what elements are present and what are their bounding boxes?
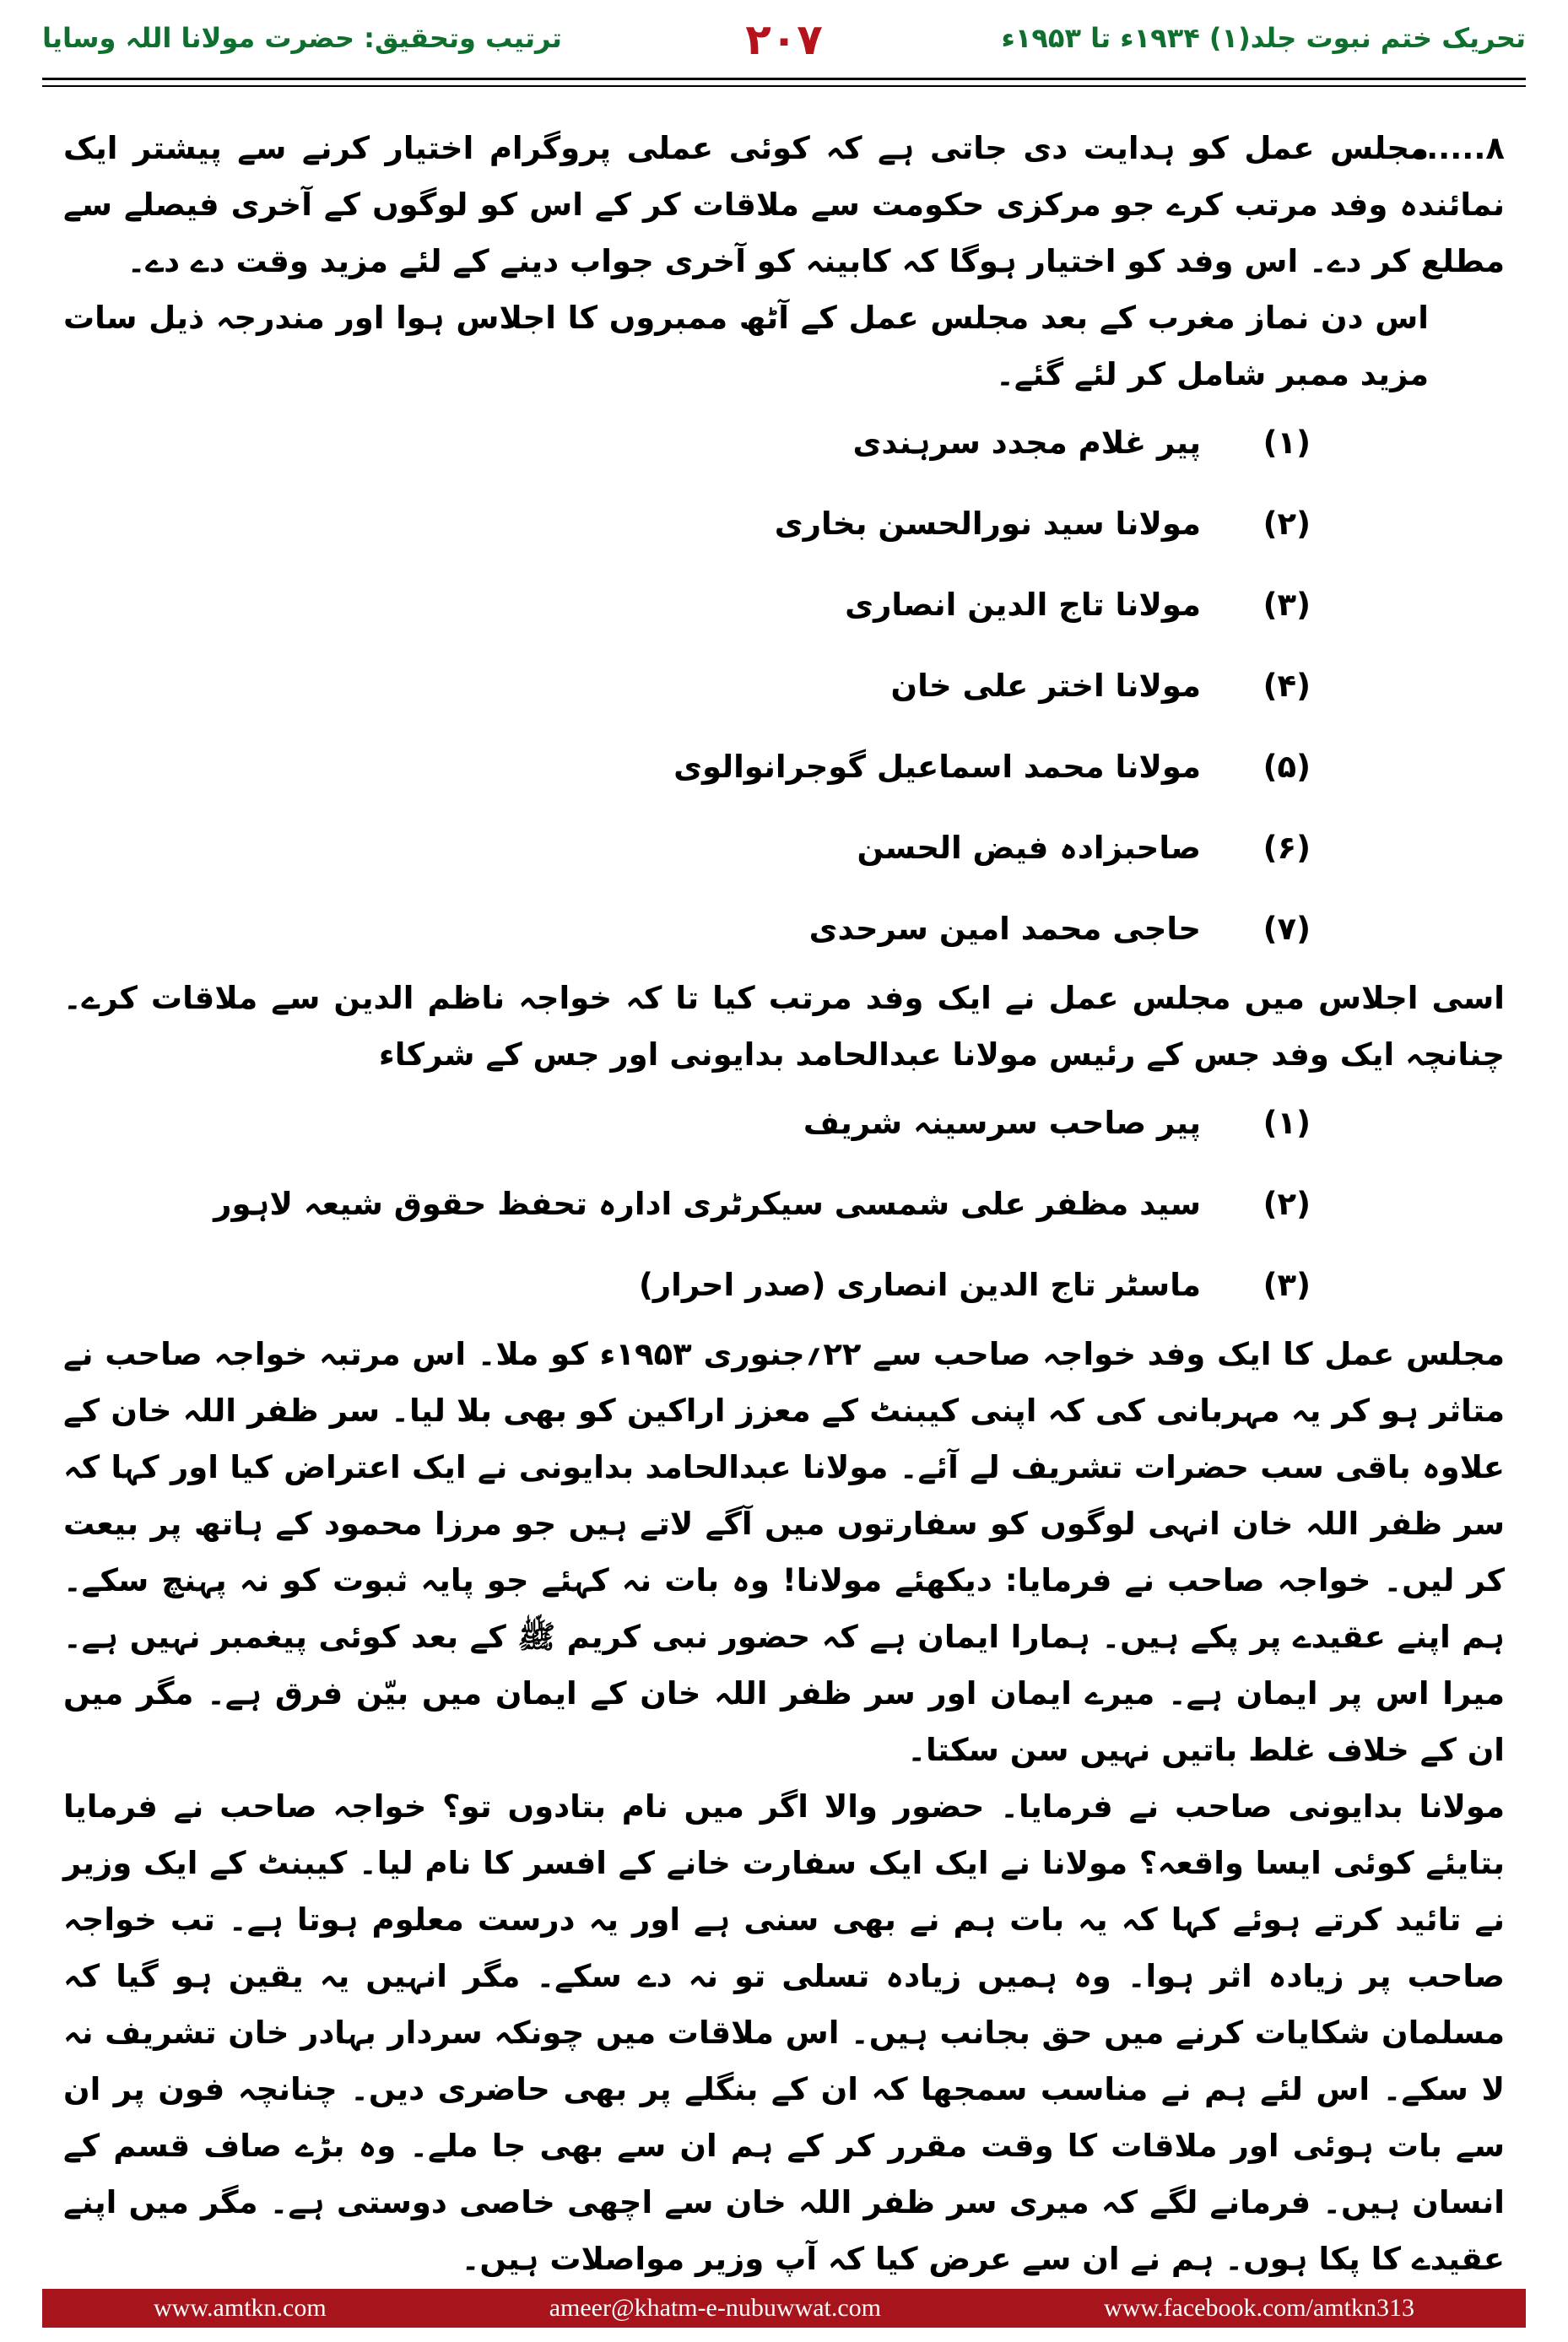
member-name: پیر غلام مجدد سرہندی bbox=[852, 425, 1201, 461]
list-item bbox=[63, 403, 1311, 484]
header-divider bbox=[42, 78, 1526, 87]
delegate-name: ماسٹر تاج الدین انصاری (صدر احرار) bbox=[638, 1267, 1201, 1303]
list-number: (۶) bbox=[1263, 830, 1311, 866]
paragraph-meeting: مجلس عمل کا ایک وفد خواجہ صاحب سے ۲۲؍جنوری ۱۹۵۳ء کو ملا۔ اس مرتبہ خواجہ صاحب نے متاثر ہو کر یہ مہربانی کی کہ اپنی کیبنٹ کے معزز اراکین کو بھی بلا لیا۔ سر ظفر اللہ خان کے علاوہ باقی سب حضرات تشریف لے آئے۔ مولانا عبدالحامد بدایونی نے ایک اعتراض کیا اور کہا کہ سر ظفر اللہ خان انہی لوگوں کو سفارتوں میں آگے لاتے ہیں جو مرزا محمود کے ہاتھ پر بیعت کر لیں۔ خواجہ صاحب نے فرمایا: دیکھئے مولانا! وہ بات نہ کہئے جو پایہ ثبوت کو نہ پہنچ سکے۔ ہم اپنے عقیدے پر پکے ہیں۔ ہمارا ایمان ہے کہ حضور نبی کریم ﷺ کے بعد کوئی پیغمبر نہیں ہے۔ میرا اس پر ایمان ہے۔ میرے ایمان اور سر ظفر اللہ خان کے ایمان میں بیّن فرق ہے۔ مگر میں ان کے خلاف غلط باتیں نہیں سن سکتا۔ bbox=[63, 1336, 1505, 1768]
list-number: (۱) bbox=[1263, 425, 1311, 461]
member-name: مولانا محمد اسماعیل گوجرانوالوی bbox=[673, 749, 1201, 785]
meeting-intro: اس دن نماز مغرب کے بعد مجلس عمل کے آٹھ ممبروں کا اجلاس ہوا اور مندرجہ ذیل سات مزید ممبر شامل کر لئے گئے۔ bbox=[63, 300, 1429, 392]
member-name: مولانا تاج الدین انصاری bbox=[845, 587, 1201, 623]
list-number: (۳) bbox=[1263, 587, 1311, 623]
delegation-intro: اسی اجلاس میں مجلس عمل نے ایک وفد مرتب کیا تا کہ خواجہ ناظم الدین سے ملاقات کرے۔ چنانچہ ایک وفد جس کے رئیس مولانا عبدالحامد بدایونی اور جس کے شرکاء bbox=[63, 980, 1505, 1073]
delegate-name: پیر صاحب سرسینہ شریف bbox=[803, 1105, 1201, 1141]
delegates-list bbox=[63, 1083, 1505, 1326]
item-8-text: مجلس عمل کو ہدایت دی جاتی ہے کہ کوئی عملی پروگرام اختیار کرنے سے پیشتر ایک نمائندہ وفد مرتب کرے جو مرکزی حکومت سے ملاقات کر کے اس کو لوگوں کے آخری فیصلے سے مطلع کر دے۔ اس وفد کو اختیار ہوگا کہ کابینہ کو آخری جواب دینے کے لئے مزید وقت دے دے۔ bbox=[63, 130, 1505, 279]
list-item bbox=[63, 565, 1311, 646]
item-8 bbox=[63, 120, 1505, 289]
list-item bbox=[63, 484, 1311, 565]
list-item bbox=[63, 727, 1311, 808]
list-number: (۲) bbox=[1263, 506, 1311, 542]
editor-credit: ترتیب وتحقیق: حضرت مولانا اللہ وسایا bbox=[42, 22, 562, 54]
member-name: مولانا سید نورالحسن بخاری bbox=[774, 506, 1201, 542]
book-title: تحریک ختم نبوت جلد(۱) ۱۹۳۴ء تا ۱۹۵۳ء bbox=[1001, 22, 1526, 54]
item-8-number: ۸...... bbox=[1414, 130, 1505, 166]
paragraph-badayuni: مولانا بدایونی صاحب نے فرمایا۔ حضور والا اگر میں نام بتادوں تو؟ خواجہ صاحب نے فرمایا بتایئے کوئی ایسا واقعہ؟ مولانا نے ایک ایک سفارت خانے کے افسر کا نام لیا۔ کیبنٹ کے ایک وزیر نے تائید کرتے ہوئے کہا کہ یہ بات ہم نے بھی سنی ہے اور یہ درست معلوم ہوتا ہے۔ تب خواجہ صاحب پر زیادہ اثر ہوا۔ وہ ہمیں زیادہ تسلی تو نہ دے سکے۔ مگر انہیں یہ یقین ہو گیا کہ مسلمان شکایات کرنے میں حق بجانب ہیں۔ اس ملاقات میں چونکہ سردار بہادر خان تشریف نہ لا سکے۔ اس لئے ہم نے مناسب سمجھا کہ ان کے بنگلے پر بھی حاضری دیں۔ چنانچہ فون پر ان سے بات ہوئی اور ملاقات کا وقت مقرر کر کے ہم ان سے بھی جا ملے۔ وہ بڑے صاف قسم کے انسان ہیں۔ فرمانے لگے کہ میری سر ظفر اللہ خان سے اچھی خاصی دوستی ہے۔ مگر میں اپنے عقیدے کا پکا ہوں۔ ہم نے ان سے عرض کیا کہ آپ وزیر مواصلات ہیں۔ bbox=[63, 1788, 1505, 2277]
delegate-name: سید مظفر علی شمسی سیکرٹری ادارہ تحفظ حقوق شیعہ لاہور bbox=[214, 1186, 1201, 1222]
email-link[interactable]: ameer@khatm-e-nubuwwat.com bbox=[549, 2294, 881, 2322]
list-number: (۴) bbox=[1263, 668, 1311, 704]
list-item bbox=[63, 1083, 1311, 1164]
website-link[interactable]: www.amtkn.com bbox=[154, 2294, 327, 2322]
members-list bbox=[63, 403, 1505, 970]
list-item bbox=[63, 889, 1311, 970]
member-name: صاحبزادہ فیض الحسن bbox=[857, 830, 1201, 866]
page-header bbox=[42, 15, 1526, 74]
list-item bbox=[63, 808, 1311, 889]
list-item bbox=[63, 1164, 1311, 1245]
list-number: (۷) bbox=[1263, 911, 1311, 947]
member-name: حاجی محمد امین سرحدی bbox=[808, 911, 1201, 947]
list-number: (۱) bbox=[1263, 1105, 1311, 1141]
member-name: مولانا اختر علی خان bbox=[890, 668, 1201, 704]
page-body bbox=[63, 120, 1505, 2287]
list-number: (۲) bbox=[1263, 1186, 1311, 1222]
facebook-link[interactable]: www.facebook.com/amtkn313 bbox=[1104, 2294, 1414, 2322]
page-footer bbox=[42, 2289, 1526, 2328]
page-number: ۲۰۷ bbox=[745, 15, 823, 64]
list-number: (۵) bbox=[1263, 749, 1311, 785]
list-item bbox=[63, 646, 1311, 727]
list-item bbox=[63, 1245, 1311, 1326]
list-number: (۳) bbox=[1263, 1267, 1311, 1303]
